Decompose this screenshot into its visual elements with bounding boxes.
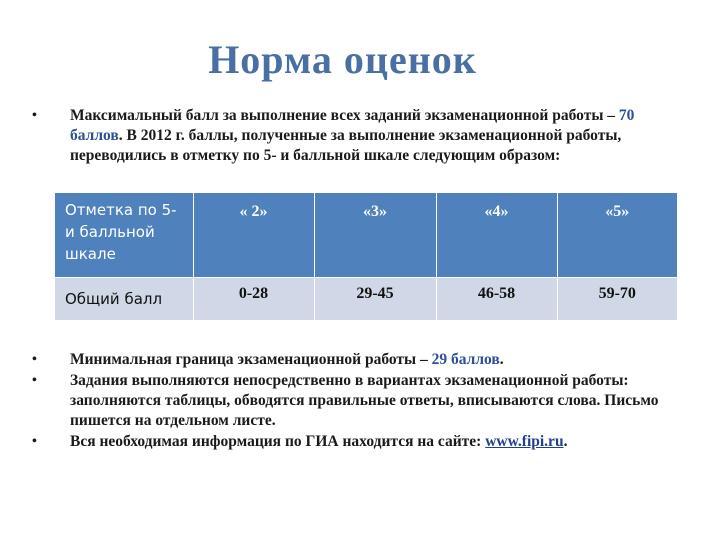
grade-header-cell — [55, 193, 193, 278]
max-score: 70 баллов — [70, 107, 635, 144]
intro-text-after: . В 2012 г. баллы, полученные за выполнение экзаменационной работы, переводились в отметку по 5- и балльной шкале следующим образом: — [70, 127, 622, 164]
bullet-dot: • — [32, 352, 37, 367]
bullet-dot: • — [32, 434, 37, 449]
score-label: Общий балл — [65, 290, 163, 308]
range-5: 59-70 — [598, 285, 636, 302]
grade-cell — [436, 193, 557, 278]
grade-5: «5» — [605, 203, 630, 220]
tasks-text: Задания выполняются непосредственно в вариантах экзаменационной работы: заполняются таблицы, обводятся правильные ответы, вписываются слова. Письмо пишется на отдельном листе. — [70, 372, 659, 429]
score-cell — [314, 278, 436, 321]
grade-4: «4» — [484, 203, 509, 220]
note-min-score — [32, 350, 672, 370]
bullet-dot: • — [32, 373, 37, 388]
grade-cell — [193, 193, 314, 278]
grade-header-label: Отметка по 5-и балльной шкале — [65, 201, 177, 263]
notes-list — [32, 350, 672, 452]
min-score: 29 баллов — [431, 351, 500, 368]
note-info — [32, 432, 672, 452]
grade-2: « 2» — [239, 203, 268, 220]
grade-cell — [314, 193, 436, 278]
score-cell — [557, 278, 677, 321]
info-text: Вся необходимая информация по ГИА находится на сайте: — [70, 433, 486, 450]
info-end: . — [563, 433, 568, 450]
note-tasks — [32, 371, 672, 431]
slide-title: Норма оценок — [208, 37, 477, 82]
range-4: 46-58 — [477, 285, 516, 302]
range-3: 29-45 — [356, 285, 394, 302]
score-cell — [193, 278, 314, 321]
score-cell — [436, 278, 557, 321]
grade-header-row — [55, 193, 677, 278]
min-text: Минимальная граница экзаменационной работы – — [70, 351, 432, 368]
grade-cell — [557, 193, 677, 278]
fipi-link[interactable]: www.fipi.ru — [485, 433, 564, 450]
range-2: 0-28 — [238, 285, 269, 302]
intro-text — [70, 106, 672, 166]
score-row — [55, 278, 677, 321]
score-label-cell — [55, 278, 193, 321]
intro-text-before: Максимальный балл за выполнение всех заданий экзаменационной работы – — [70, 107, 619, 124]
min-end: . — [499, 351, 504, 368]
grade-3: «3» — [363, 203, 387, 220]
grade-table — [55, 193, 677, 320]
intro-bullet — [32, 106, 672, 166]
bullet-dot: • — [32, 108, 37, 123]
